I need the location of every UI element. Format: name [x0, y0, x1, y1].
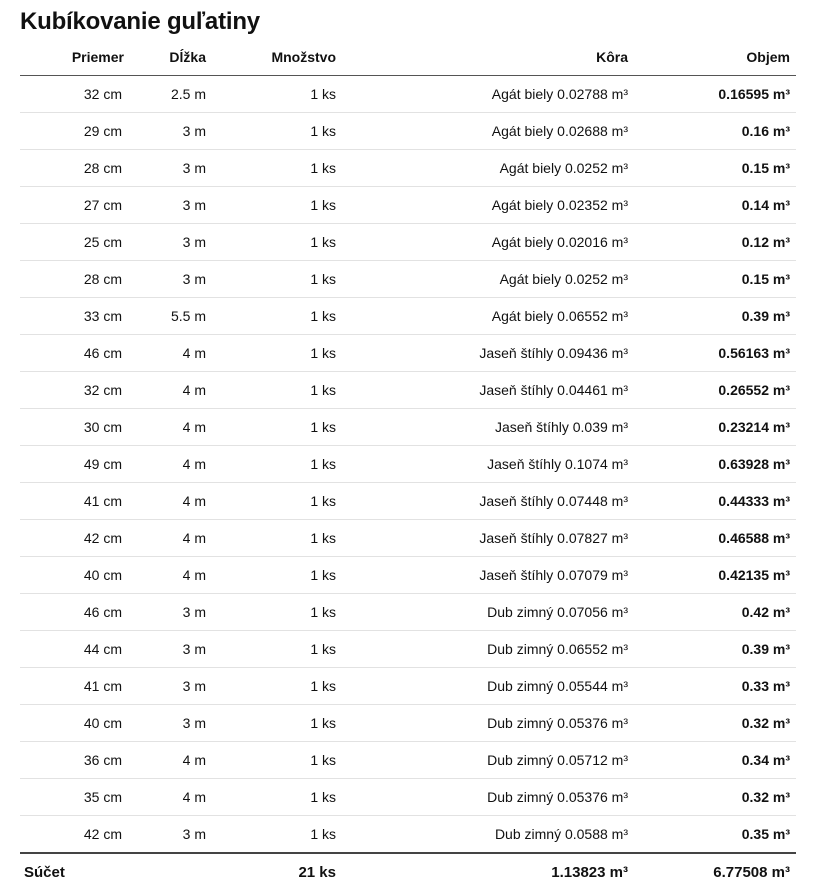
table-header	[20, 38, 796, 76]
cell-bark: Dub zimný 0.05544 m³	[342, 668, 634, 705]
cell-length: 2.5 m	[128, 76, 212, 113]
table-row	[20, 779, 796, 816]
cell-volume: 0.32 m³	[634, 705, 796, 742]
table-row	[20, 76, 796, 113]
page-title: Kubíkovanie guľatiny	[20, 8, 260, 35]
cell-volume: 0.32 m³	[634, 779, 796, 816]
cell-quantity: 1 ks	[212, 187, 342, 224]
cell-volume: 0.14 m³	[634, 187, 796, 224]
cell-volume: 0.56163 m³	[634, 335, 796, 372]
cell-quantity: 1 ks	[212, 261, 342, 298]
cell-quantity: 1 ks	[212, 594, 342, 631]
cell-diameter: 41 cm	[20, 668, 128, 705]
cell-volume: 0.63928 m³	[634, 446, 796, 483]
cell-diameter: 27 cm	[20, 187, 128, 224]
cell-quantity: 1 ks	[212, 668, 342, 705]
cell-volume: 0.23214 m³	[634, 409, 796, 446]
cell-bark: Jaseň štíhly 0.07079 m³	[342, 557, 634, 594]
sum-label: Súčet	[20, 853, 128, 890]
cell-length: 4 m	[128, 446, 212, 483]
table-row	[20, 261, 796, 298]
cell-volume: 0.42 m³	[634, 594, 796, 631]
cell-diameter: 42 cm	[20, 816, 128, 854]
cell-quantity: 1 ks	[212, 705, 342, 742]
cell-quantity: 1 ks	[212, 113, 342, 150]
cell-length: 3 m	[128, 705, 212, 742]
cell-quantity: 1 ks	[212, 631, 342, 668]
table-row	[20, 557, 796, 594]
table-row	[20, 705, 796, 742]
table-row	[20, 668, 796, 705]
cell-diameter: 29 cm	[20, 113, 128, 150]
header-diameter: Priemer	[20, 38, 128, 76]
header-length: Dĺžka	[128, 38, 212, 76]
table-row	[20, 187, 796, 224]
cell-length: 4 m	[128, 557, 212, 594]
table-row	[20, 631, 796, 668]
cell-bark: Dub zimný 0.07056 m³	[342, 594, 634, 631]
cell-diameter: 36 cm	[20, 742, 128, 779]
cell-quantity: 1 ks	[212, 483, 342, 520]
table-row	[20, 113, 796, 150]
cell-bark: Jaseň štíhly 0.07827 m³	[342, 520, 634, 557]
table-row	[20, 409, 796, 446]
sum-length-empty	[128, 853, 212, 890]
table-row	[20, 446, 796, 483]
cell-volume: 0.16595 m³	[634, 76, 796, 113]
cell-bark: Dub zimný 0.05376 m³	[342, 705, 634, 742]
cell-quantity: 1 ks	[212, 557, 342, 594]
cell-quantity: 1 ks	[212, 742, 342, 779]
table-row	[20, 742, 796, 779]
cell-bark: Dub zimný 0.05376 m³	[342, 779, 634, 816]
cell-diameter: 44 cm	[20, 631, 128, 668]
cell-diameter: 40 cm	[20, 705, 128, 742]
cell-volume: 0.26552 m³	[634, 372, 796, 409]
cell-bark: Dub zimný 0.05712 m³	[342, 742, 634, 779]
cell-length: 4 m	[128, 742, 212, 779]
cell-diameter: 30 cm	[20, 409, 128, 446]
cell-bark: Jaseň štíhly 0.1074 m³	[342, 446, 634, 483]
cell-length: 3 m	[128, 261, 212, 298]
cell-diameter: 46 cm	[20, 335, 128, 372]
cell-quantity: 1 ks	[212, 76, 342, 113]
table-row	[20, 224, 796, 261]
cell-volume: 0.39 m³	[634, 631, 796, 668]
cell-quantity: 1 ks	[212, 446, 342, 483]
cell-diameter: 28 cm	[20, 150, 128, 187]
cell-quantity: 1 ks	[212, 224, 342, 261]
cell-length: 4 m	[128, 779, 212, 816]
cell-bark: Agát biely 0.02352 m³	[342, 187, 634, 224]
cell-quantity: 1 ks	[212, 335, 342, 372]
cell-bark: Agát biely 0.0252 m³	[342, 261, 634, 298]
cell-bark: Agát biely 0.02688 m³	[342, 113, 634, 150]
cell-length: 5.5 m	[128, 298, 212, 335]
cell-diameter: 49 cm	[20, 446, 128, 483]
cell-volume: 0.12 m³	[634, 224, 796, 261]
cell-length: 4 m	[128, 520, 212, 557]
page	[20, 6, 796, 890]
cell-bark: Dub zimný 0.0588 m³	[342, 816, 634, 854]
table-row	[20, 372, 796, 409]
cell-volume: 0.46588 m³	[634, 520, 796, 557]
cell-quantity: 1 ks	[212, 409, 342, 446]
cell-bark: Jaseň štíhly 0.039 m³	[342, 409, 634, 446]
cell-volume: 0.34 m³	[634, 742, 796, 779]
cell-length: 4 m	[128, 335, 212, 372]
cell-length: 3 m	[128, 224, 212, 261]
table-footer	[20, 853, 796, 890]
cell-volume: 0.42135 m³	[634, 557, 796, 594]
cell-diameter: 41 cm	[20, 483, 128, 520]
cell-volume: 0.15 m³	[634, 261, 796, 298]
cell-volume: 0.15 m³	[634, 150, 796, 187]
cell-bark: Jaseň štíhly 0.07448 m³	[342, 483, 634, 520]
cell-length: 3 m	[128, 631, 212, 668]
sum-volume: 6.77508 m³	[634, 853, 796, 890]
cell-length: 4 m	[128, 483, 212, 520]
cell-diameter: 25 cm	[20, 224, 128, 261]
cell-volume: 0.39 m³	[634, 298, 796, 335]
table-row	[20, 298, 796, 335]
table-row	[20, 816, 796, 854]
cell-length: 3 m	[128, 816, 212, 854]
header-quantity: Množstvo	[212, 38, 342, 76]
header-volume: Objem	[634, 38, 796, 76]
cell-diameter: 33 cm	[20, 298, 128, 335]
table-row	[20, 594, 796, 631]
cell-bark: Dub zimný 0.06552 m³	[342, 631, 634, 668]
table-row	[20, 520, 796, 557]
table-row	[20, 483, 796, 520]
cell-length: 3 m	[128, 668, 212, 705]
cell-length: 4 m	[128, 409, 212, 446]
table-row	[20, 150, 796, 187]
cell-diameter: 35 cm	[20, 779, 128, 816]
cell-quantity: 1 ks	[212, 779, 342, 816]
cell-quantity: 1 ks	[212, 298, 342, 335]
cell-diameter: 28 cm	[20, 261, 128, 298]
header-bark: Kôra	[342, 38, 634, 76]
cell-bark: Jaseň štíhly 0.09436 m³	[342, 335, 634, 372]
cell-bark: Agát biely 0.06552 m³	[342, 298, 634, 335]
cell-quantity: 1 ks	[212, 520, 342, 557]
cell-length: 4 m	[128, 372, 212, 409]
cell-diameter: 42 cm	[20, 520, 128, 557]
cell-length: 3 m	[128, 187, 212, 224]
sum-quantity: 21 ks	[212, 853, 342, 890]
cell-volume: 0.33 m³	[634, 668, 796, 705]
sum-bark: 1.13823 m³	[342, 853, 634, 890]
sum-row	[20, 853, 796, 890]
cell-volume: 0.16 m³	[634, 113, 796, 150]
header-row	[20, 38, 796, 76]
cell-length: 3 m	[128, 594, 212, 631]
cell-quantity: 1 ks	[212, 816, 342, 854]
cell-diameter: 32 cm	[20, 76, 128, 113]
cell-volume: 0.35 m³	[634, 816, 796, 854]
table-row	[20, 335, 796, 372]
cell-diameter: 46 cm	[20, 594, 128, 631]
cell-quantity: 1 ks	[212, 372, 342, 409]
table-body	[20, 76, 796, 854]
cell-diameter: 40 cm	[20, 557, 128, 594]
cell-quantity: 1 ks	[212, 150, 342, 187]
cell-volume: 0.44333 m³	[634, 483, 796, 520]
cell-bark: Agát biely 0.02016 m³	[342, 224, 634, 261]
cell-bark: Jaseň štíhly 0.04461 m³	[342, 372, 634, 409]
cell-length: 3 m	[128, 113, 212, 150]
cell-length: 3 m	[128, 150, 212, 187]
cell-diameter: 32 cm	[20, 372, 128, 409]
cell-bark: Agát biely 0.0252 m³	[342, 150, 634, 187]
log-volume-table	[20, 38, 796, 890]
cell-bark: Agát biely 0.02788 m³	[342, 76, 634, 113]
